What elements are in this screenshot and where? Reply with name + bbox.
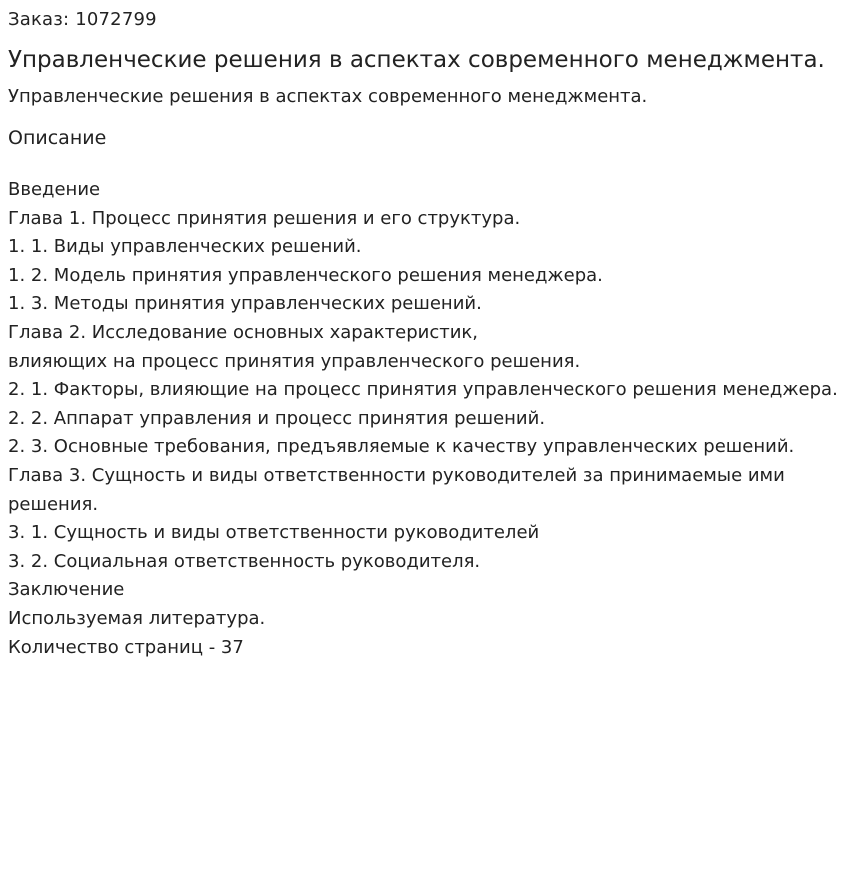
toc-item: Глава 1. Процесс принятия решения и его структура. bbox=[8, 207, 521, 229]
toc-item: Глава 3. Сущность и виды ответственности руководителей за принимаемые ими решения. bbox=[8, 464, 785, 515]
toc-item: 2. 2. Аппарат управления и процесс принятия решений. bbox=[8, 407, 546, 429]
toc-item: Заключение bbox=[8, 579, 125, 601]
toc-item: 3. 2. Социальная ответственность руководителя. bbox=[8, 550, 481, 572]
toc-item: 2. 3. Основные требования, предъявляемые к качеству управленческих решений. bbox=[8, 436, 795, 458]
toc-item: Введение bbox=[8, 179, 101, 200]
toc-item: влияющих на процесс принятия управленческого решения. bbox=[8, 350, 581, 372]
toc-item: 3. 1. Сущность и виды ответственности руководителей bbox=[8, 522, 540, 544]
toc-item: 1. 3. Методы принятия управленческих решений. bbox=[8, 293, 482, 315]
toc-item: 2. 1. Факторы, влияющие на процесс принятия управленческого решения менеджера. bbox=[8, 379, 838, 401]
toc-item: 1. 2. Модель принятия управленческого решения менеджера. bbox=[8, 264, 603, 286]
page-count: Количество страниц - 37 bbox=[8, 636, 244, 658]
toc-item: Глава 2. Исследование основных характеристик, bbox=[8, 321, 478, 343]
order-number: Заказ: 1072799 bbox=[8, 9, 157, 30]
description-heading: Описание bbox=[8, 127, 107, 149]
table-of-contents bbox=[8, 176, 839, 662]
page-subtitle: Управленческие решения в аспектах современного менеджмента. bbox=[8, 86, 648, 107]
toc-item: 1. 1. Виды управленческих решений. bbox=[8, 236, 362, 258]
page-title: Управленческие решения в аспектах современного менеджмента. bbox=[8, 47, 825, 73]
toc-item: Используемая литература. bbox=[8, 607, 266, 629]
